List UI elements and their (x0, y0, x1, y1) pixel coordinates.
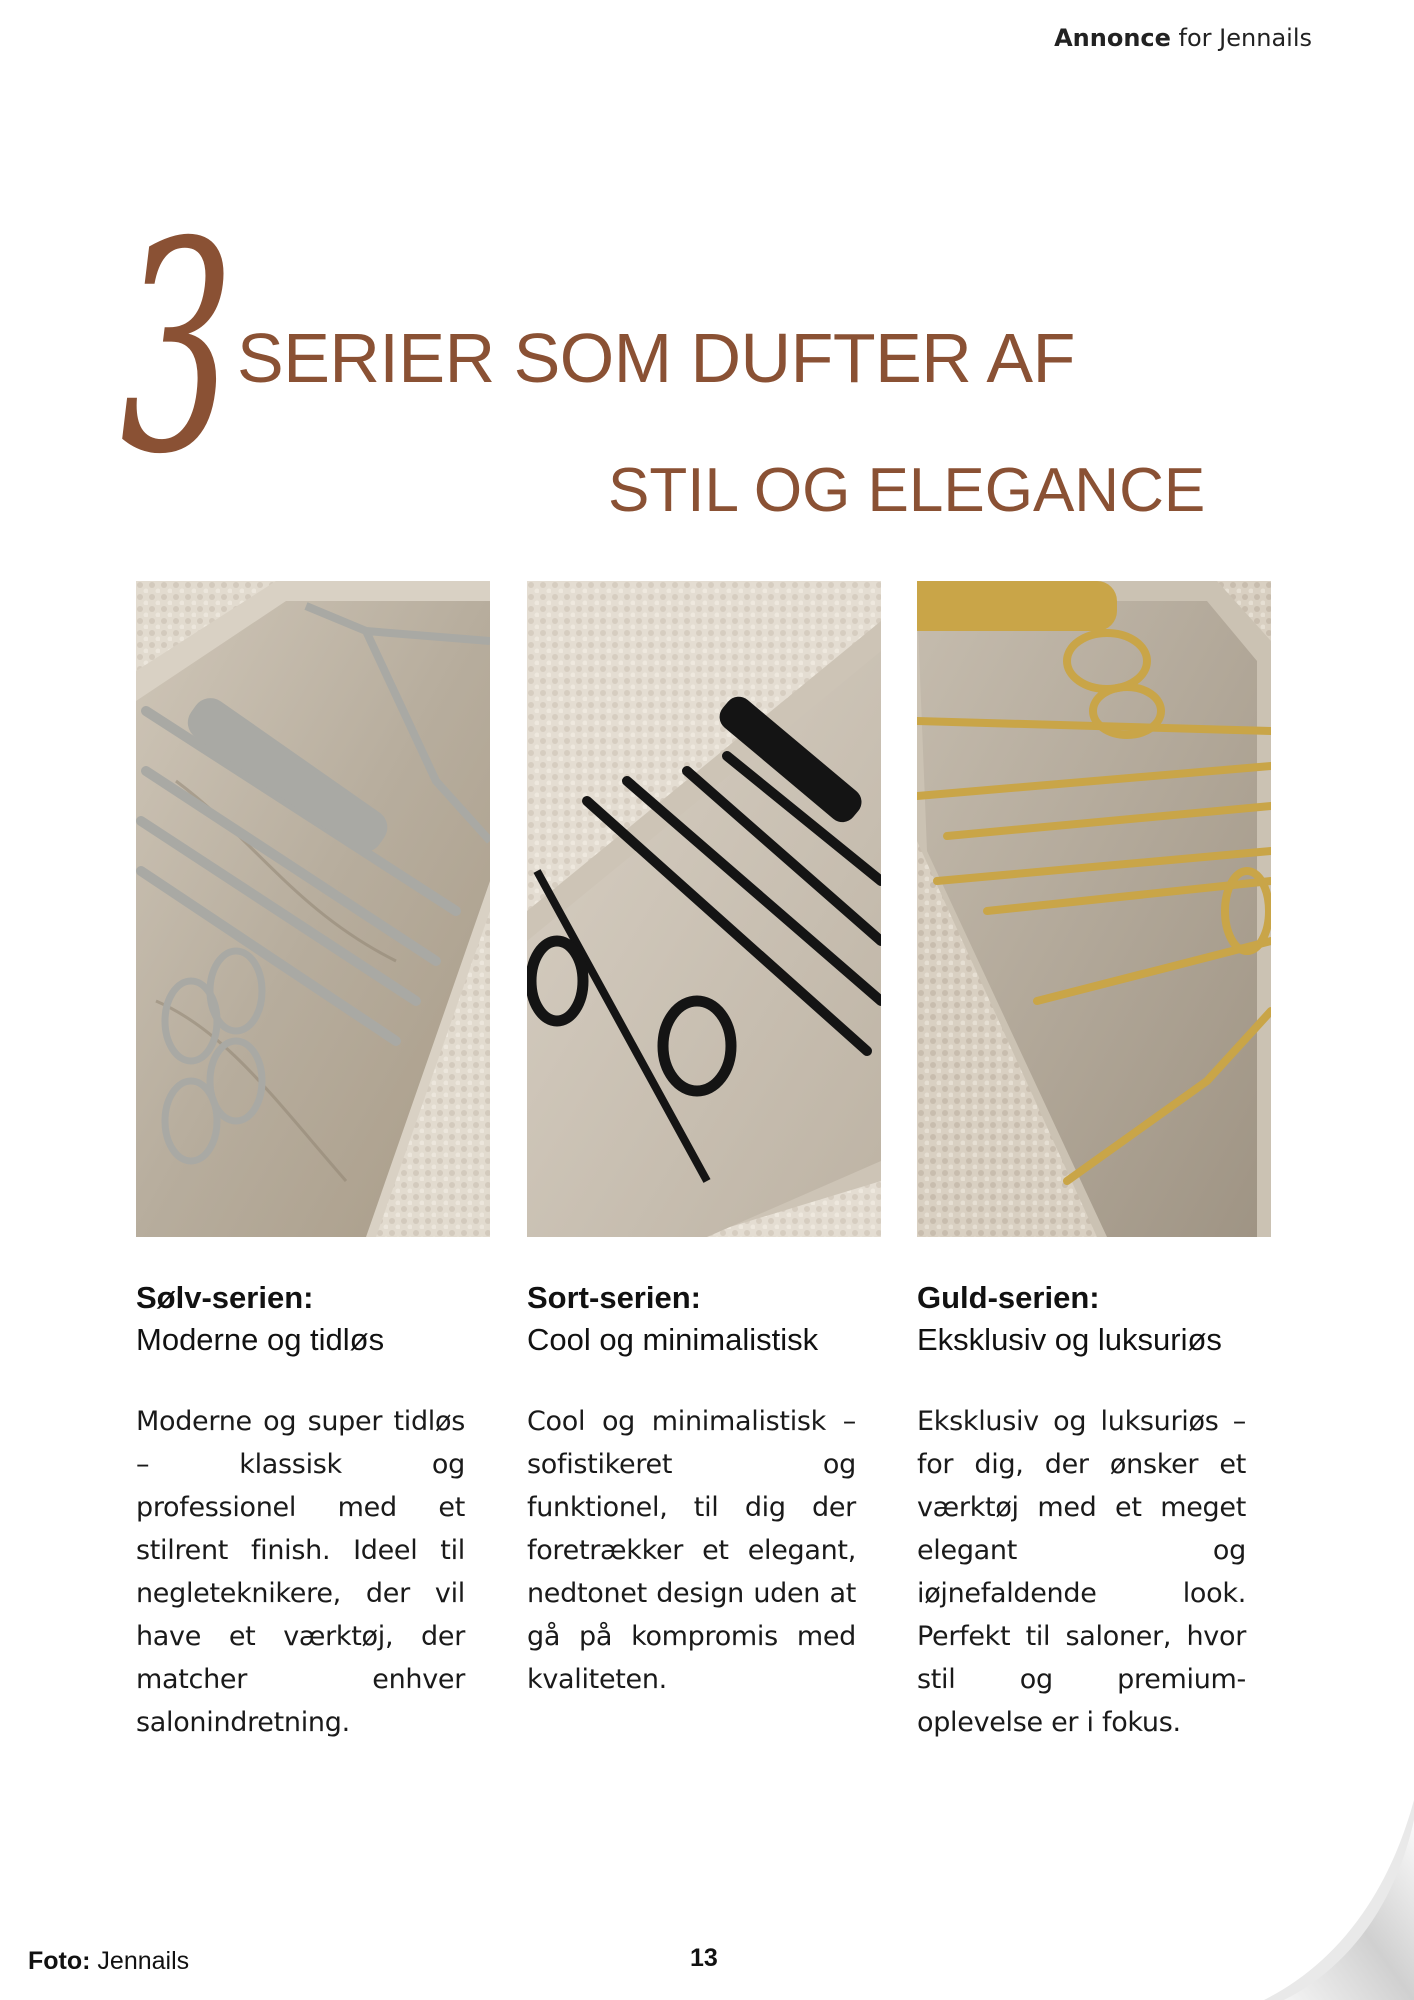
gold-series-subtitle: Eksklusiv og luksuriøs (917, 1322, 1222, 1357)
black-series-description: Cool og minimalistisk – sofistikeret og funktionel, til dig der foretrækker et elegant, nedtonet design uden at gå på kompromis med kvaliteten. (527, 1406, 856, 1695)
headline-line-2: STIL OG ELEGANCE (608, 456, 1206, 525)
page-curl-corner[interactable] (1264, 1800, 1414, 2000)
silver-series-title: Sølv-serien: (136, 1280, 314, 1315)
gold-series-photo (917, 581, 1271, 1237)
headline-line-1: SERIER SOM DUFTER AF (237, 319, 1075, 397)
black-series-title: Sort-serien: (527, 1280, 701, 1315)
photo-credit (28, 1947, 189, 1976)
silver-series-description: Moderne og super tidløs – klassisk og professionel med et stilrent finish. Ideel til negleteknikere, der vil have et værktøj, der matcher enhver salonindretning. (136, 1406, 465, 1738)
black-series-subtitle: Cool og minimalistisk (527, 1322, 819, 1357)
photo-credit-label: Foto: (28, 1947, 91, 1975)
gold-series-description: Eksklusiv og luksuriøs – for dig, der ønsker et værktøj med et meget elegant og iøjnefaldende look. Perfekt til saloner, hvor stil og premium-oplevelse er i fokus. (917, 1406, 1246, 1738)
black-series-photo (527, 581, 881, 1237)
headline-number: 3 (120, 181, 235, 518)
photo-credit-value: Jennails (90, 1947, 190, 1975)
advertisement-label (1054, 24, 1312, 52)
ad-label-rest: for Jennails (1170, 24, 1312, 52)
silver-series-photo (136, 581, 490, 1237)
gold-series-title: Guld-serien: (917, 1280, 1100, 1315)
ad-label-strong: Annonce (1054, 24, 1171, 52)
silver-series-subtitle: Moderne og tidløs (136, 1322, 385, 1357)
page-number: 13 (690, 1944, 718, 1972)
